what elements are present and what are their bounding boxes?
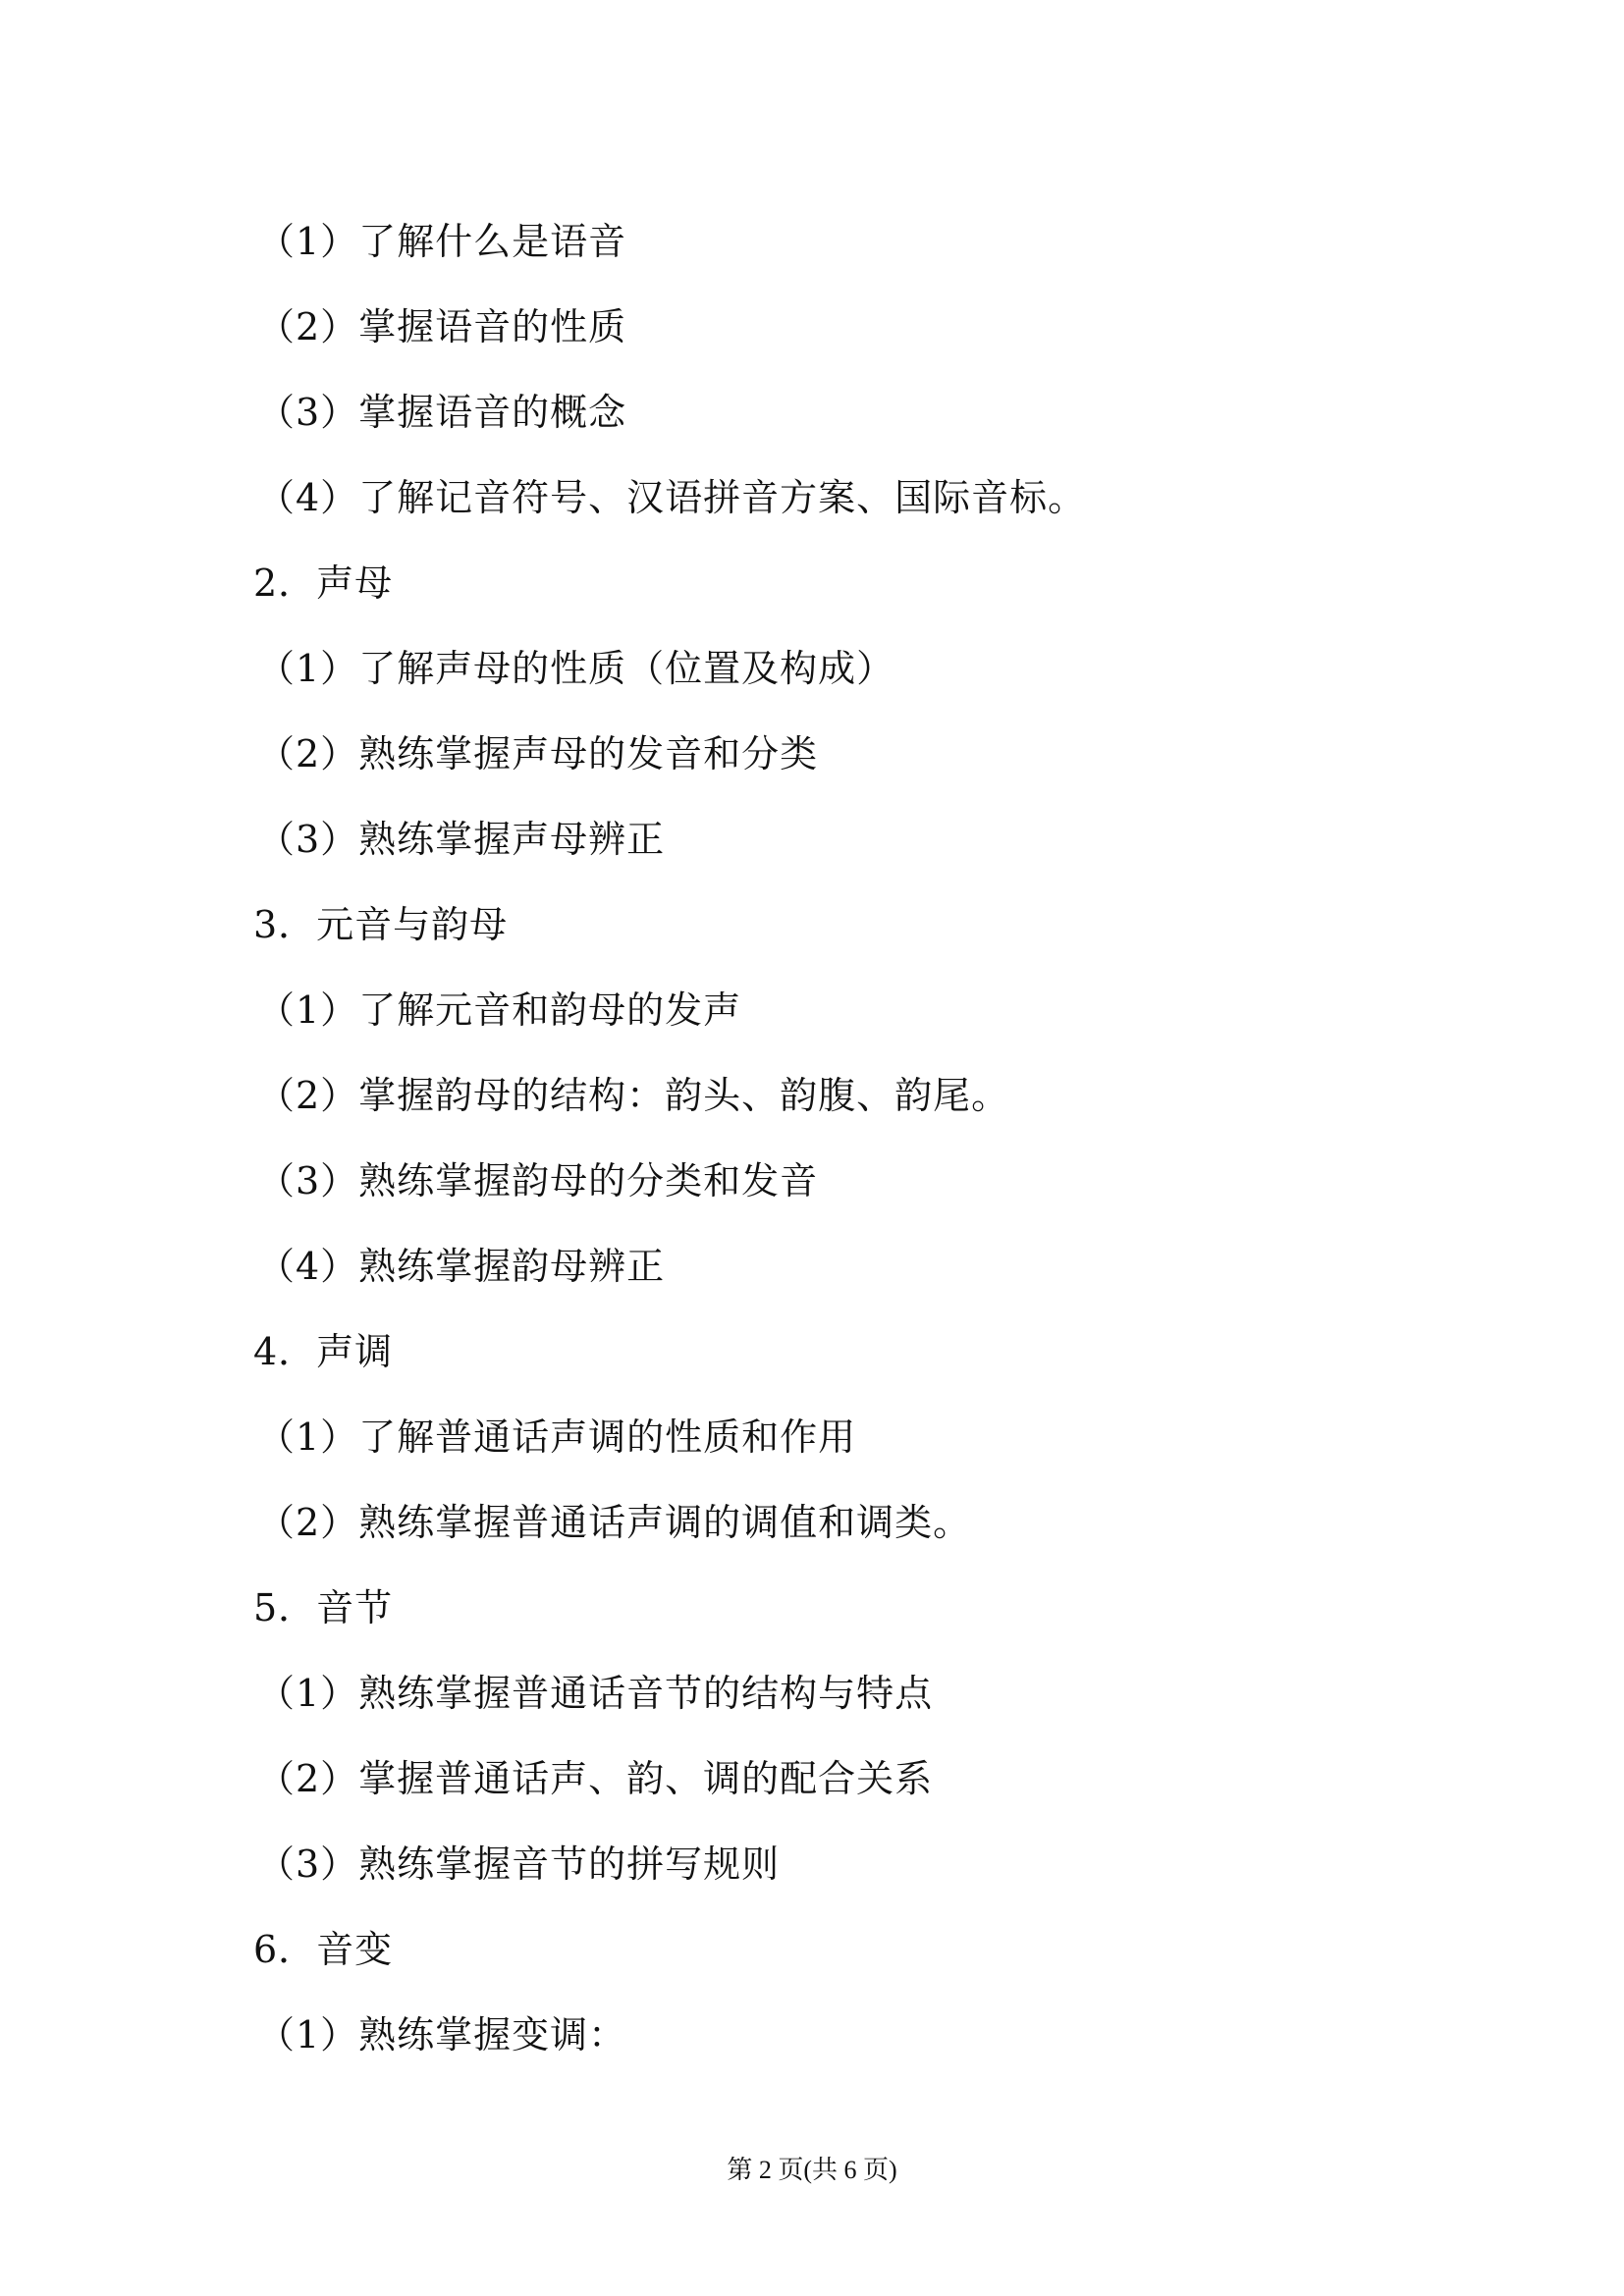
- list-item: （3）熟练掌握声母辨正: [257, 818, 666, 861]
- page-number-footer: 第 2 页(共 6 页): [727, 2156, 897, 2184]
- list-item: （3）熟练掌握音节的拼写规则: [257, 1842, 781, 1886]
- list-item: （2）熟练掌握普通话声调的调值和调类。: [257, 1501, 972, 1544]
- section-heading: 5．音节: [253, 1586, 394, 1629]
- section-heading: 2．声母: [253, 561, 394, 605]
- list-item: （1）了解什么是语音: [257, 220, 627, 263]
- list-item: （2）掌握语音的性质: [257, 305, 627, 348]
- section-heading: 4．声调: [253, 1330, 394, 1373]
- list-item: （1）熟练掌握普通话音节的结构与特点: [257, 1672, 934, 1715]
- list-item: （1）了解普通话声调的性质和作用: [257, 1415, 857, 1459]
- list-item: （1）了解声母的性质（位置及构成）: [257, 647, 895, 690]
- section-heading: 3．元音与韵母: [253, 903, 509, 946]
- list-item: （4）了解记音符号、汉语拼音方案、国际音标。: [257, 476, 1087, 519]
- list-item: （4）熟练掌握韵母辨正: [257, 1245, 666, 1288]
- list-item: （3）掌握语音的概念: [257, 391, 627, 434]
- list-item: （1）熟练掌握变调：: [257, 2013, 627, 2056]
- list-item: （2）熟练掌握声母的发音和分类: [257, 732, 819, 775]
- list-item: （2）掌握普通话声、韵、调的配合关系: [257, 1757, 934, 1800]
- list-item: （1）了解元音和韵母的发声: [257, 988, 742, 1032]
- section-heading: 6．音变: [253, 1928, 394, 1971]
- list-item: （2）掌握韵母的结构：韵头、韵腹、韵尾。: [257, 1074, 1010, 1117]
- list-item: （3）熟练掌握韵母的分类和发音: [257, 1159, 819, 1202]
